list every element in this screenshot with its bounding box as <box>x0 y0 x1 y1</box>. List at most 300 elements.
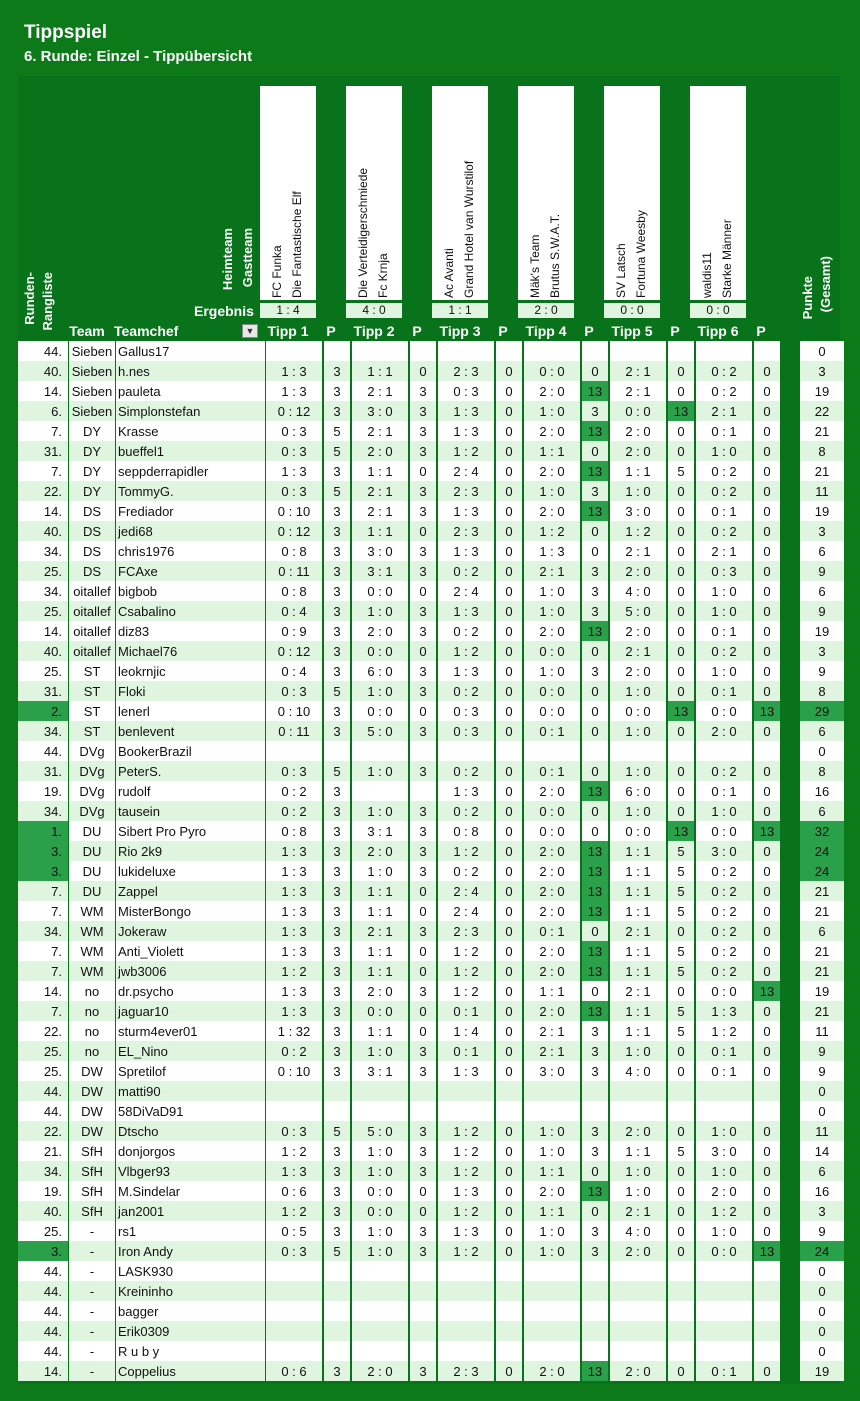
teamchef-cell: jaguar10 <box>116 1001 265 1021</box>
teamchef-cell: EL_Nino <box>116 1041 265 1061</box>
tipp-cell: 2 : 0 <box>696 721 752 741</box>
tipp-cell <box>438 1081 494 1101</box>
tipp-cell: 1 : 0 <box>352 861 408 881</box>
column-gap <box>782 661 800 681</box>
tipp-cell: 2 : 3 <box>438 481 494 501</box>
rank-cell: 44. <box>18 1081 68 1101</box>
p-cell: 3 <box>410 981 436 1001</box>
tipp-cell: 1 : 3 <box>266 861 322 881</box>
points-cell: 9 <box>800 601 844 621</box>
teamchef-cell: diz83 <box>116 621 265 641</box>
tipp-column-header: Tipp 2 <box>353 323 395 339</box>
points-cell: 24 <box>800 1241 844 1261</box>
p-cell: 0 <box>754 521 780 541</box>
tipp-cell: 1 : 3 <box>266 381 322 401</box>
table-row <box>18 1221 844 1241</box>
tipp-cell: 2 : 1 <box>610 981 666 1001</box>
points-cell: 21 <box>800 421 844 441</box>
tipp-cell: 0 : 2 <box>696 941 752 961</box>
tipp-cell: 2 : 0 <box>352 441 408 461</box>
p-cell: 13 <box>582 901 608 921</box>
column-gap <box>782 1281 800 1301</box>
p-cell <box>496 1261 522 1281</box>
tipp-cell: 3 : 0 <box>352 541 408 561</box>
table-row <box>18 521 844 541</box>
tipp-cell <box>438 1321 494 1341</box>
p-cell: 0 <box>582 361 608 381</box>
p-cell: 3 <box>410 1061 436 1081</box>
tipp-cell: 0 : 10 <box>266 1061 322 1081</box>
rank-cell: 3. <box>18 861 68 881</box>
p-cell <box>668 1101 694 1121</box>
tipp-cell <box>266 1081 322 1101</box>
tipp-cell <box>524 1341 580 1361</box>
tipp-cell: 0 : 2 <box>696 521 752 541</box>
rank-cell: 25. <box>18 561 68 581</box>
p-cell: 0 <box>668 1181 694 1201</box>
tipp-cell: 3 : 0 <box>352 401 408 421</box>
table-row <box>18 401 844 421</box>
column-gap <box>782 1101 800 1121</box>
p-cell: 0 <box>496 681 522 701</box>
tipp-cell: 1 : 1 <box>352 941 408 961</box>
gesamt-label: (Gesamt) <box>818 256 833 313</box>
team-cell: Sieben <box>69 401 115 421</box>
p-cell: 3 <box>324 1161 350 1181</box>
rank-cell: 14. <box>18 501 68 521</box>
column-gap <box>782 1241 800 1261</box>
p-cell: 0 <box>410 701 436 721</box>
tipp-cell: 1 : 3 <box>266 1001 322 1021</box>
teamchef-cell: Sibert Pro Pyro <box>116 821 265 841</box>
tipp-cell: 1 : 2 <box>438 441 494 461</box>
tipp-cell: 1 : 3 <box>438 401 494 421</box>
tipp-cell: 3 : 1 <box>352 821 408 841</box>
column-gap <box>782 1261 800 1281</box>
column-gap <box>782 1021 800 1041</box>
tipp-cell <box>352 741 408 761</box>
p-cell: 13 <box>582 1001 608 1021</box>
tipp-cell: 1 : 0 <box>696 801 752 821</box>
tipp-cell: 1 : 2 <box>438 1201 494 1221</box>
tipp-cell: 2 : 0 <box>524 421 580 441</box>
p-cell: 0 <box>668 1061 694 1081</box>
tipp-cell: 0 : 8 <box>438 821 494 841</box>
table-row <box>18 1261 844 1281</box>
points-cell: 11 <box>800 1021 844 1041</box>
tipp-cell: 0 : 0 <box>696 1241 752 1261</box>
column-gap <box>782 1161 800 1181</box>
p-cell <box>582 741 608 761</box>
p-cell: 0 <box>754 721 780 741</box>
p-cell <box>324 1341 350 1361</box>
tipp-cell <box>696 341 752 361</box>
teamchef-cell: Michael76 <box>116 641 265 661</box>
p-cell: 0 <box>668 781 694 801</box>
tipp-cell: 0 : 2 <box>696 761 752 781</box>
p-cell: 0 <box>668 1241 694 1261</box>
p-cell <box>410 741 436 761</box>
tipp-cell: 1 : 3 <box>438 421 494 441</box>
match-result: 0 : 0 <box>604 303 660 318</box>
tipp-cell <box>610 1341 666 1361</box>
p-cell: 0 <box>754 441 780 461</box>
p-cell: 0 <box>496 461 522 481</box>
p-cell: 13 <box>582 461 608 481</box>
rank-cell: 1. <box>18 821 68 841</box>
column-gap <box>782 1181 800 1201</box>
teamchef-cell: bueffel1 <box>116 441 265 461</box>
p-cell: 3 <box>582 601 608 621</box>
team-cell: ST <box>69 721 115 741</box>
p-cell: 0 <box>496 761 522 781</box>
teamchef-cell: Vlbger93 <box>116 1161 265 1181</box>
points-cell: 24 <box>800 861 844 881</box>
table-row <box>18 1161 844 1181</box>
tipp-cell: 1 : 1 <box>610 941 666 961</box>
tipp-cell: 2 : 1 <box>352 921 408 941</box>
tipp-cell: 1 : 0 <box>610 1161 666 1181</box>
p-cell: 3 <box>324 581 350 601</box>
tipp-cell: 0 : 3 <box>438 381 494 401</box>
p-cell: 0 <box>754 601 780 621</box>
points-cell: 9 <box>800 1041 844 1061</box>
column-gap <box>782 621 800 641</box>
teamchef-cell: tausein <box>116 801 265 821</box>
p-cell: 0 <box>754 661 780 681</box>
table-row <box>18 1281 844 1301</box>
team-cell: oitallef <box>69 621 115 641</box>
tipp-cell <box>352 1101 408 1121</box>
p-cell <box>754 1081 780 1101</box>
points-cell: 21 <box>800 901 844 921</box>
p-cell: 3 <box>410 381 436 401</box>
tipp-cell: 1 : 0 <box>524 1141 580 1161</box>
p-cell: 3 <box>324 781 350 801</box>
p-cell: 0 <box>668 561 694 581</box>
table-row <box>18 861 844 881</box>
p-cell: 0 <box>410 941 436 961</box>
column-gap <box>782 1121 800 1141</box>
points-cell: 0 <box>800 1301 844 1321</box>
p-cell <box>324 1081 350 1101</box>
p-cell: 13 <box>754 821 780 841</box>
tipp-cell: 1 : 4 <box>438 1021 494 1041</box>
tipp-cell: 5 : 0 <box>352 721 408 741</box>
column-gap <box>782 981 800 1001</box>
p-cell: 0 <box>496 1221 522 1241</box>
table-row <box>18 781 844 801</box>
tipp-cell: 2 : 4 <box>438 901 494 921</box>
tipp-cell: 2 : 0 <box>524 941 580 961</box>
punkte-label: Punkte <box>800 276 815 320</box>
p-cell: 3 <box>324 721 350 741</box>
tipp-cell: 2 : 0 <box>524 381 580 401</box>
p-cell: 3 <box>410 1221 436 1241</box>
tipp-cell: 0 : 3 <box>696 561 752 581</box>
column-gap <box>782 541 800 561</box>
p-cell: 5 <box>324 681 350 701</box>
tipp-cell: 2 : 1 <box>610 541 666 561</box>
tipp-cell: 2 : 1 <box>610 921 666 941</box>
p-cell <box>410 1321 436 1341</box>
team-cell: DS <box>69 521 115 541</box>
tipp-cell <box>696 1321 752 1341</box>
gastteam-label: Gastteam <box>240 228 255 288</box>
tipp-cell <box>696 1261 752 1281</box>
tipp-cell: 1 : 0 <box>352 601 408 621</box>
column-gap <box>782 881 800 901</box>
tipp-cell: 2 : 4 <box>438 461 494 481</box>
table-row <box>18 481 844 501</box>
team-cell: - <box>69 1361 115 1381</box>
p-cell: 0 <box>496 841 522 861</box>
tipp-cell <box>266 1341 322 1361</box>
teamchef-cell: matti90 <box>116 1081 265 1101</box>
tipp-cell: 0 : 1 <box>696 1041 752 1061</box>
p-cell: 0 <box>754 921 780 941</box>
tipp-cell: 2 : 1 <box>352 381 408 401</box>
team-cell: ST <box>69 681 115 701</box>
p-cell: 0 <box>496 581 522 601</box>
tipp-cell <box>352 1281 408 1301</box>
p-cell: 0 <box>582 721 608 741</box>
tipp-cell: 1 : 2 <box>438 1141 494 1161</box>
p-cell <box>410 1081 436 1101</box>
p-cell <box>410 1301 436 1321</box>
p-cell <box>324 1101 350 1121</box>
rank-cell: 3. <box>18 1241 68 1261</box>
p-cell: 0 <box>668 361 694 381</box>
tipp-cell: 1 : 3 <box>266 941 322 961</box>
team-cell: - <box>69 1241 115 1261</box>
tipp-cell: 1 : 1 <box>610 961 666 981</box>
tipp-cell: 0 : 1 <box>696 621 752 641</box>
teamchef-column-header: Teamchef <box>114 323 179 339</box>
rank-cell: 31. <box>18 761 68 781</box>
team-cell: - <box>69 1341 115 1361</box>
p-cell: 0 <box>754 881 780 901</box>
p-cell: 3 <box>324 801 350 821</box>
rank-cell: 25. <box>18 661 68 681</box>
p-cell: 3 <box>410 561 436 581</box>
column-gap <box>782 901 800 921</box>
p-cell: 3 <box>324 1181 350 1201</box>
p-cell: 13 <box>582 961 608 981</box>
tipp-cell: 1 : 2 <box>696 1021 752 1041</box>
points-cell: 6 <box>800 721 844 741</box>
table-row <box>18 681 844 701</box>
p-cell: 0 <box>668 801 694 821</box>
tipp-cell: 1 : 2 <box>610 521 666 541</box>
column-gap <box>782 1301 800 1321</box>
p-cell: 0 <box>668 1161 694 1181</box>
p-cell: 0 <box>754 861 780 881</box>
team-cell: - <box>69 1221 115 1241</box>
p-cell: 0 <box>668 1201 694 1221</box>
tipp-cell: 0 : 1 <box>696 421 752 441</box>
match-header-4 <box>518 86 574 300</box>
p-cell: 0 <box>496 861 522 881</box>
p-cell: 0 <box>754 481 780 501</box>
points-cell: 6 <box>800 581 844 601</box>
p-cell: 0 <box>754 1161 780 1181</box>
tipp-column-header: Tipp 3 <box>439 323 481 339</box>
points-cell: 3 <box>800 641 844 661</box>
p-cell <box>668 341 694 361</box>
p-cell: 3 <box>324 1141 350 1161</box>
team-cell: DU <box>69 881 115 901</box>
p-cell: 5 <box>324 421 350 441</box>
column-gap <box>782 1141 800 1161</box>
p-cell <box>754 1281 780 1301</box>
tipp-cell <box>438 741 494 761</box>
tipp-cell: 2 : 1 <box>610 641 666 661</box>
p-cell <box>668 1261 694 1281</box>
tipp-cell: 0 : 10 <box>266 701 322 721</box>
p-cell: 3 <box>410 541 436 561</box>
teamchef-cell: M.Sindelar <box>116 1181 265 1201</box>
tipp-cell: 0 : 0 <box>610 701 666 721</box>
tipp-cell: 2 : 0 <box>352 1361 408 1381</box>
p-cell: 0 <box>496 601 522 621</box>
p-cell <box>496 1321 522 1341</box>
tipp-cell <box>266 1101 322 1121</box>
tipp-cell: 0 : 8 <box>266 541 322 561</box>
team-cell: Sieben <box>69 361 115 381</box>
team-cell: no <box>69 981 115 1001</box>
table-row <box>18 961 844 981</box>
teamchef-cell: seppderrapidler <box>116 461 265 481</box>
tipp-cell: 0 : 0 <box>352 1001 408 1021</box>
tipp-cell <box>438 1261 494 1281</box>
p-cell: 0 <box>668 1041 694 1061</box>
p-cell: 13 <box>582 621 608 641</box>
team-cell: DU <box>69 821 115 841</box>
p-cell: 0 <box>496 901 522 921</box>
dropdown-arrow-icon[interactable]: ▼ <box>242 324 258 338</box>
p-cell: 0 <box>668 421 694 441</box>
tipp-cell <box>352 781 408 801</box>
tipp-cell: 1 : 1 <box>352 521 408 541</box>
p-cell: 0 <box>496 441 522 461</box>
p-cell <box>410 1101 436 1121</box>
tipp-cell: 6 : 0 <box>352 661 408 681</box>
tipp-cell: 0 : 11 <box>266 561 322 581</box>
column-gap <box>782 1061 800 1081</box>
rank-cell: 31. <box>18 681 68 701</box>
points-cell: 21 <box>800 941 844 961</box>
column-gap <box>782 1041 800 1061</box>
table-row <box>18 1061 844 1081</box>
home-team-name: FC Funka <box>270 245 284 298</box>
teamchef-cell: Krasse <box>116 421 265 441</box>
teamchef-cell: benlevent <box>116 721 265 741</box>
rank-cell: 21. <box>18 1141 68 1161</box>
away-team-name: Grand Hotel van Wurstilof <box>462 160 476 298</box>
home-team-name: Mäk's Team <box>528 234 542 298</box>
table-row <box>18 1041 844 1061</box>
tipp-cell <box>524 1261 580 1281</box>
tipp-cell: 1 : 3 <box>438 601 494 621</box>
tipp-cell <box>524 1281 580 1301</box>
team-cell: DVg <box>69 741 115 761</box>
tipp-cell: 1 : 3 <box>524 541 580 561</box>
p-cell: 3 <box>582 1021 608 1041</box>
p-cell: 0 <box>754 681 780 701</box>
ergebnis-label: Ergebnis <box>194 303 254 319</box>
tipp-cell: 1 : 3 <box>438 1061 494 1081</box>
tipp-cell: 1 : 0 <box>696 581 752 601</box>
team-cell: SfH <box>69 1181 115 1201</box>
p-cell: 0 <box>668 601 694 621</box>
p-cell <box>668 1081 694 1101</box>
tipp-cell: 1 : 0 <box>524 481 580 501</box>
tipp-cell <box>438 1281 494 1301</box>
p-cell <box>668 1341 694 1361</box>
p-cell: 0 <box>754 461 780 481</box>
column-gap <box>782 481 800 501</box>
p-cell: 0 <box>754 941 780 961</box>
p-cell: 0 <box>410 521 436 541</box>
tipp-cell: 0 : 2 <box>696 881 752 901</box>
p-cell: 3 <box>324 661 350 681</box>
rank-cell: 25. <box>18 601 68 621</box>
points-cell: 21 <box>800 1001 844 1021</box>
tipp-cell: 2 : 0 <box>524 621 580 641</box>
p-cell: 0 <box>582 441 608 461</box>
team-cell: oitallef <box>69 641 115 661</box>
teamchef-cell: Csabalino <box>116 601 265 621</box>
p-cell: 0 <box>668 681 694 701</box>
points-cell: 21 <box>800 961 844 981</box>
tipp-cell: 1 : 0 <box>696 1221 752 1241</box>
points-cell: 6 <box>800 921 844 941</box>
teamchef-cell: jan2001 <box>116 1201 265 1221</box>
p-cell: 0 <box>754 841 780 861</box>
p-cell: 0 <box>754 901 780 921</box>
p-cell <box>582 1321 608 1341</box>
tipp-cell: 0 : 3 <box>266 421 322 441</box>
tipp-cell: 0 : 2 <box>438 621 494 641</box>
p-cell: 0 <box>754 641 780 661</box>
tipp-cell: 0 : 3 <box>266 481 322 501</box>
p-cell: 0 <box>668 981 694 1001</box>
p-cell: 3 <box>324 1061 350 1081</box>
p-cell: 0 <box>496 381 522 401</box>
match-result: 4 : 0 <box>346 303 402 318</box>
teamchef-cell: pauleta <box>116 381 265 401</box>
tipp-cell: 0 : 10 <box>266 501 322 521</box>
tipp-cell <box>696 741 752 761</box>
p-cell: 13 <box>582 1181 608 1201</box>
team-cell: - <box>69 1281 115 1301</box>
p-cell: 3 <box>410 921 436 941</box>
tipp-cell: 2 : 1 <box>352 481 408 501</box>
tipp-cell: 0 : 3 <box>266 761 322 781</box>
p-cell <box>496 741 522 761</box>
tipp-cell: 1 : 2 <box>266 961 322 981</box>
tipp-cell <box>610 1261 666 1281</box>
teamchef-cell: Dtscho <box>116 1121 265 1141</box>
tipp-cell <box>352 1261 408 1281</box>
teamchef-cell: Coppelius <box>116 1361 265 1381</box>
teamchef-cell: sturm4ever01 <box>116 1021 265 1041</box>
table-row <box>18 1001 844 1021</box>
column-gap <box>782 1201 800 1221</box>
p-cell <box>324 341 350 361</box>
tipp-cell: 2 : 0 <box>610 1121 666 1141</box>
